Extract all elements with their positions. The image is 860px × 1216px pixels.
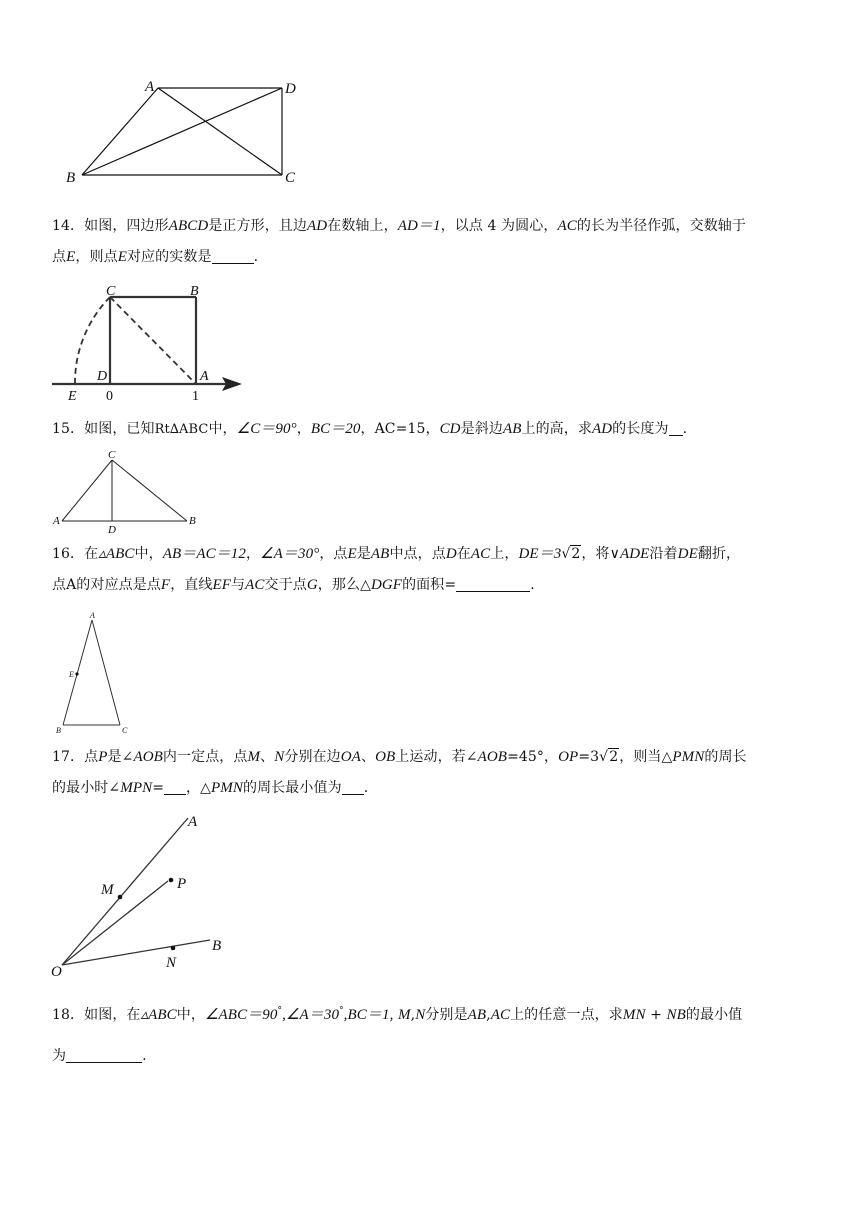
- label-c: C: [106, 284, 116, 299]
- text: .: [253, 249, 259, 265]
- label-d: D: [97, 369, 108, 384]
- var: P: [98, 749, 108, 765]
- text: .: [530, 577, 535, 593]
- var: CD: [439, 421, 461, 437]
- tick-0: 0: [106, 389, 113, 404]
- text: 点: [84, 749, 99, 765]
- text: 上的高，求: [521, 421, 592, 437]
- text: .: [363, 780, 369, 796]
- text: ，直线: [170, 577, 213, 593]
- var: PMN: [672, 749, 705, 765]
- text: 与: [231, 577, 246, 593]
- var: AD: [307, 218, 328, 234]
- triangle-name: ▵ABC: [140, 1007, 177, 1023]
- equation: ∠ABC＝90: [205, 1007, 278, 1023]
- degree-mark: °: [277, 1006, 283, 1016]
- problem-number: 16．: [52, 546, 85, 562]
- radicand: 2: [609, 749, 619, 765]
- answer-blank[interactable]: [669, 420, 683, 436]
- answer-blank[interactable]: [212, 248, 254, 264]
- text: 在数轴上，: [327, 218, 398, 234]
- text: 中，: [208, 421, 237, 437]
- text: 是正方形，且边: [208, 218, 308, 234]
- sqrt: √2: [599, 749, 619, 765]
- var: EF: [212, 577, 232, 593]
- equation: ∠C＝90°: [236, 421, 297, 437]
- label-o: O: [51, 964, 62, 980]
- text: 是: [356, 546, 371, 562]
- equation: DE＝3: [518, 546, 562, 562]
- equation: BC＝20: [310, 421, 361, 437]
- equation: ,∠A＝30: [282, 1007, 340, 1023]
- problem-15: [52, 414, 812, 445]
- text: 如图，四边形: [84, 218, 169, 234]
- label-e: E: [69, 670, 74, 679]
- text: ，则点: [75, 249, 118, 265]
- text: 上运动，若∠: [395, 749, 478, 765]
- triangle-name: Rt∆ABC: [154, 422, 209, 437]
- var: AOB: [477, 749, 508, 765]
- point-p: [169, 878, 174, 883]
- var: E: [117, 249, 127, 265]
- side-ac: [92, 620, 120, 725]
- label-b: B: [212, 938, 222, 954]
- label-b: B: [190, 284, 199, 299]
- label-e: E: [68, 389, 77, 404]
- figure-17: [48, 810, 238, 980]
- radicand: 2: [571, 546, 581, 562]
- text: 上的任意一点，求: [510, 1007, 623, 1023]
- sqrt: √2: [561, 546, 581, 562]
- answer-blank[interactable]: [456, 576, 530, 592]
- text: ，点: [319, 546, 348, 562]
- text: 是∠: [107, 749, 134, 765]
- answer-blank-2[interactable]: [342, 779, 364, 795]
- figure-14-svg: [48, 280, 258, 405]
- label-c: C: [108, 449, 116, 461]
- text: 的最小值: [685, 1007, 743, 1023]
- text: 中点，点: [389, 546, 446, 562]
- text: 交于点: [264, 577, 307, 593]
- figure-15-svg: [52, 446, 212, 536]
- seg-op: [62, 881, 168, 965]
- label-a: A: [145, 79, 155, 95]
- text: =45°，: [507, 749, 559, 765]
- label-c: C: [122, 726, 128, 735]
- side-ac: [62, 460, 112, 521]
- label-a: A: [90, 611, 95, 620]
- figure-14: [48, 280, 258, 405]
- text: 如图，在: [84, 1007, 141, 1023]
- text: 、: [260, 749, 275, 765]
- label-a: A: [200, 369, 209, 384]
- problem-number: 17．: [52, 749, 85, 765]
- problem-number: 14．: [52, 218, 85, 234]
- text: ，: [296, 421, 311, 437]
- figure-13-svg: [60, 76, 310, 191]
- text: .: [682, 421, 688, 437]
- diag-bd: [82, 88, 282, 175]
- text: 点: [52, 249, 67, 265]
- figure-16-svg: [52, 608, 142, 738]
- text: 的面积=: [402, 577, 457, 593]
- var: AOB: [133, 749, 163, 765]
- text: 的周长最小值为: [242, 780, 342, 796]
- text: 翻折，: [697, 546, 741, 562]
- var: OB: [375, 749, 396, 765]
- figure-16: [52, 608, 142, 738]
- var: PMN: [211, 780, 243, 796]
- var: MN: [622, 1007, 646, 1023]
- var: AD: [591, 421, 613, 437]
- text: ，△: [186, 780, 212, 796]
- var: M: [398, 1007, 411, 1023]
- text: ，AC=15，: [360, 421, 440, 437]
- var: G: [306, 577, 318, 593]
- equation: ∠A＝30°: [260, 546, 320, 562]
- label-b: B: [189, 515, 196, 527]
- text: 中，: [176, 1007, 205, 1023]
- var: N: [415, 1007, 426, 1023]
- label-d: D: [108, 524, 116, 536]
- problem-14: [52, 211, 812, 273]
- label-a: A: [188, 814, 198, 830]
- text: 在: [456, 546, 471, 562]
- label-b: B: [66, 170, 76, 186]
- var: D: [445, 546, 457, 562]
- text: ，那么△: [317, 577, 371, 593]
- text: 中，: [134, 546, 163, 562]
- var: F: [160, 577, 171, 593]
- text: 的最小时∠: [52, 780, 121, 796]
- text: =: [152, 780, 165, 796]
- problem-16: [52, 539, 812, 601]
- problem-17: [52, 742, 812, 804]
- var: DGF: [370, 577, 403, 593]
- degree-mark: °: [339, 1006, 344, 1016]
- figure-13: [60, 76, 310, 191]
- var: AC: [490, 1007, 511, 1023]
- text: +: [645, 1007, 667, 1023]
- triangle-name: ▵ABC: [98, 546, 135, 562]
- text: 内一定点，点: [162, 749, 248, 765]
- var: M: [247, 749, 261, 765]
- answer-blank[interactable]: [66, 1047, 142, 1063]
- text: 、: [360, 749, 376, 765]
- var: E: [66, 249, 76, 265]
- var: N: [274, 749, 285, 765]
- text: 为: [52, 1048, 67, 1064]
- point-n: [171, 946, 176, 951]
- text: 是斜边: [460, 421, 503, 437]
- text: 点A的对应点是点: [52, 577, 161, 593]
- label-p: P: [177, 876, 187, 892]
- var: ADE: [619, 546, 650, 562]
- var: MPN: [120, 780, 153, 796]
- label-d: D: [285, 81, 296, 97]
- text: ，将∨: [581, 546, 620, 562]
- text: 对应的实数是: [126, 249, 212, 265]
- side-cb: [112, 460, 187, 521]
- answer-blank-1[interactable]: [164, 779, 186, 795]
- label-n: N: [166, 955, 177, 971]
- problem-number: 18．: [52, 1007, 85, 1023]
- var: OP: [558, 749, 579, 765]
- seg-ab: [82, 88, 158, 175]
- text: 如图，已知: [84, 421, 155, 437]
- var: AC: [470, 546, 491, 562]
- point-m: [118, 895, 123, 900]
- tick-1: 1: [192, 389, 199, 404]
- label-m: M: [101, 882, 114, 898]
- var: AB: [467, 1007, 487, 1023]
- text: 的长度为: [612, 421, 669, 437]
- text: 在: [84, 546, 99, 562]
- text: ,: [410, 1007, 416, 1023]
- problem-18: [52, 995, 812, 1077]
- equation: AB＝AC＝12: [162, 546, 246, 562]
- var: AC: [557, 218, 577, 234]
- label-b: B: [56, 726, 61, 735]
- var: OA: [340, 749, 361, 765]
- ray-ob: [62, 940, 210, 965]
- equation: AD＝1: [397, 218, 441, 234]
- ray-oa: [62, 818, 188, 965]
- text: ，则当△: [619, 749, 673, 765]
- text: ，以点 4 为圆心，: [440, 218, 558, 234]
- text: 的周长: [704, 749, 747, 765]
- var: E: [347, 546, 357, 562]
- point-e: [75, 672, 78, 675]
- var: AC: [245, 577, 265, 593]
- text: 分别在边: [284, 749, 341, 765]
- figure-17-svg: [48, 810, 238, 980]
- text: 分别是: [425, 1007, 468, 1023]
- var: ABCD: [168, 218, 209, 234]
- text: .: [142, 1048, 147, 1064]
- label-c: C: [285, 170, 296, 186]
- var: AB: [370, 546, 390, 562]
- diag-ac: [158, 88, 282, 175]
- problem-number: 15．: [52, 421, 85, 437]
- var: AB: [502, 421, 522, 437]
- text: 上，: [490, 546, 519, 562]
- figure-15: [52, 446, 212, 536]
- label-a: A: [53, 515, 60, 527]
- dashed-ac: [110, 297, 196, 384]
- text: =3: [578, 749, 600, 765]
- equation: ,BC＝1,: [343, 1007, 394, 1023]
- text: 沿着: [649, 546, 678, 562]
- var: DE: [677, 546, 698, 562]
- text: 的长为半径作弧，交数轴于: [576, 218, 747, 234]
- var: NB: [666, 1007, 686, 1023]
- text: ，: [246, 546, 261, 562]
- text: ,: [486, 1007, 491, 1023]
